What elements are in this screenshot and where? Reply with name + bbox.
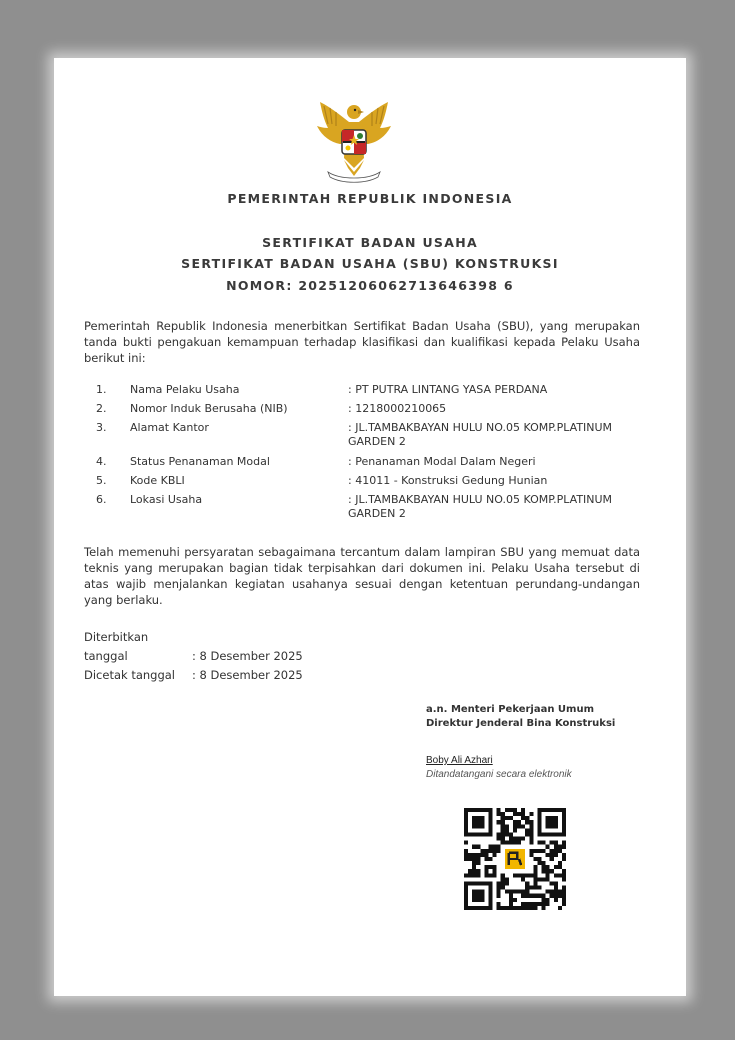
on-behalf-line: a.n. Menteri Pekerjaan Umum (426, 704, 595, 715)
number-value: 20251206062713646398 6 (298, 278, 514, 293)
row-label: Kode KBLI (130, 474, 185, 487)
signature-block (426, 703, 615, 731)
row-value: : 41011 - Konstruksi Gedung Hunian (348, 474, 548, 487)
row-number: 1. (96, 383, 107, 396)
row-label: Nama Pelaku Usaha (130, 383, 240, 396)
row-label: Alamat Kantor (130, 421, 209, 434)
row-number: 3. (96, 421, 107, 434)
row-label: Nomor Induk Berusaha (NIB) (130, 402, 288, 415)
row-value: : 1218000210065 (348, 402, 447, 415)
detail-row-nib (96, 402, 656, 421)
qr-code-icon (464, 808, 566, 910)
printed-date (84, 666, 303, 685)
garuda-emblem-icon (314, 98, 394, 184)
detail-row-location (96, 493, 656, 527)
electronic-signature-note: Ditandatangani secara elektronik (426, 769, 572, 780)
business-details-list (96, 383, 656, 527)
row-value: : JL.TAMBAKBAYAN HULU NO.05 KOMP.PLATINUM GARDEN 2 (348, 421, 613, 448)
row-number: 2. (96, 402, 107, 415)
detail-row-investment-status (96, 455, 656, 474)
signer-position: Direktur Jenderal Bina Konstruksi (426, 718, 616, 729)
row-label: Status Penanaman Modal (130, 455, 270, 468)
row-number: 4. (96, 455, 107, 468)
issued-date (84, 628, 303, 666)
row-value: : PT PUTRA LINTANG YASA PERDANA (348, 383, 548, 396)
certificate-number (54, 278, 686, 293)
issued-value: : 8 Desember 2025 (192, 649, 303, 663)
certificate-subtitle: SERTIFIKAT BADAN USAHA (SBU) KONSTRUKSI (181, 256, 559, 271)
dates-block (84, 628, 303, 685)
row-value: : Penanaman Modal Dalam Negeri (348, 455, 536, 468)
row-value: : JL.TAMBAKBAYAN HULU NO.05 KOMP.PLATINUM GARDEN 2 (348, 493, 613, 520)
row-label: Lokasi Usaha (130, 493, 203, 506)
certificate-page (54, 58, 686, 996)
signer-name: Boby Ali Azhari (426, 755, 493, 766)
government-heading: PEMERINTAH REPUBLIK INDONESIA (227, 191, 513, 206)
certificate-title: SERTIFIKAT BADAN USAHA (262, 235, 478, 250)
detail-row-kbli (96, 474, 656, 493)
printed-label: Dicetak tanggal (84, 668, 176, 682)
detail-row-address (96, 421, 656, 455)
printed-value: : 8 Desember 2025 (192, 668, 303, 682)
issued-label: Diterbitkan tanggal (84, 630, 149, 663)
number-label: NOMOR: (226, 278, 293, 293)
row-number: 5. (96, 474, 107, 487)
detail-row-name (96, 383, 656, 402)
intro-paragraph: Pemerintah Republik Indonesia menerbitkan Sertifikat Badan Usaha (SBU), yang merupakan tanda bukti pengakuan kemampuan terhadap klasifikasi dan kualifikasi kepada Pelaku Usaha berikut ini: (84, 319, 640, 365)
row-number: 6. (96, 493, 107, 506)
closing-paragraph: Telah memenuhi persyaratan sebagaimana tercantum dalam lampiran SBU yang memuat data teknis yang merupakan bagian tidak terpisahkan dari dokumen ini. Pelaku Usaha tersebut di atas wajib menjalankan kegiatan usahanya sesuai dengan ketentuan perundang-undangan yang berlaku. (84, 545, 640, 607)
